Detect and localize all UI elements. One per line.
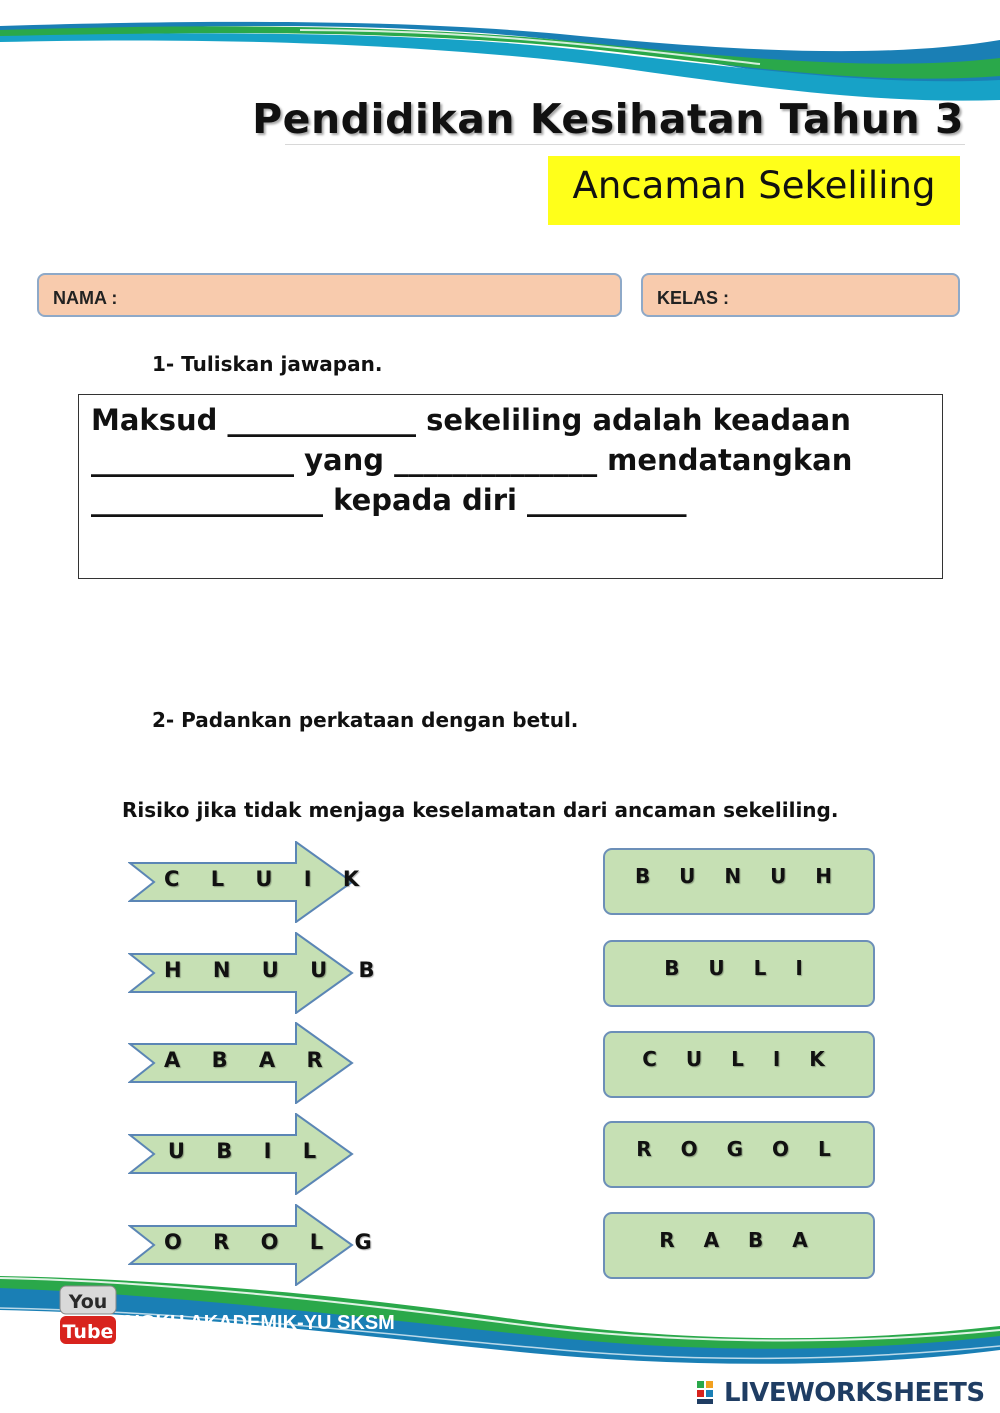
scrambled-arrow[interactable]	[128, 1113, 354, 1195]
match-answer-box[interactable]	[603, 1031, 875, 1098]
channel-name: CIGKU AKADEMIK-YU SKSM	[120, 1312, 395, 1334]
scrambled-arrow[interactable]	[128, 841, 372, 923]
match-answer-word: R O G O L	[636, 1137, 842, 1161]
answer-line-1: Maksud _____________ sekeliling adalah keadaan	[91, 403, 851, 437]
page-title: Pendidikan Kesihatan Tahun 3	[252, 95, 964, 143]
answer-line-2: ______________ yang ______________ mendatangkan	[91, 443, 853, 477]
match-answer-box[interactable]	[603, 1121, 875, 1188]
scrambled-word: O R O L G	[164, 1230, 384, 1254]
youtube-logo-you: You	[68, 1291, 108, 1313]
header-wave-decoration	[0, 0, 1000, 110]
answer-box[interactable]	[78, 394, 943, 579]
match-answer-word: B U N U H	[634, 864, 844, 888]
nama-field[interactable]	[37, 273, 622, 317]
youtube-logo-icon	[58, 1284, 118, 1346]
nama-label: NAMA :	[53, 288, 118, 308]
question-2-instruction: Risiko jika tidak menjaga keselamatan dari ancaman sekeliling.	[122, 798, 839, 822]
youtube-logo-tube: Tube	[62, 1321, 114, 1343]
liveworksheets-brand: LIVEWORKSHEETS	[724, 1378, 985, 1408]
liveworksheets-logo-icon	[697, 1381, 723, 1405]
question-2-label: 2- Padankan perkataan dengan betul.	[152, 708, 579, 732]
kelas-field[interactable]	[641, 273, 960, 317]
match-answer-box[interactable]	[603, 1212, 875, 1279]
subtitle-banner	[548, 156, 960, 225]
question-1-label: 1- Tuliskan jawapan.	[152, 352, 383, 376]
match-answer-word: R A B A	[659, 1228, 819, 1252]
scrambled-arrow[interactable]	[128, 1022, 354, 1104]
kelas-label: KELAS :	[657, 288, 729, 308]
scrambled-arrow[interactable]	[128, 932, 387, 1014]
answer-line-3: ________________ kepada diri ___________	[91, 483, 687, 517]
scrambled-word: H N U U B	[164, 958, 387, 982]
page-subtitle: Ancaman Sekeliling	[572, 164, 936, 207]
scrambled-word: A B A R	[164, 1048, 335, 1072]
match-answer-box[interactable]	[603, 848, 875, 915]
match-answer-word: B U L I	[664, 956, 814, 980]
scrambled-word: U B I L	[167, 1139, 329, 1163]
match-answer-word: C U L I K	[642, 1047, 836, 1071]
scrambled-word: C L U I K	[164, 867, 372, 891]
match-answer-box[interactable]	[603, 940, 875, 1007]
title-divider	[285, 144, 965, 145]
